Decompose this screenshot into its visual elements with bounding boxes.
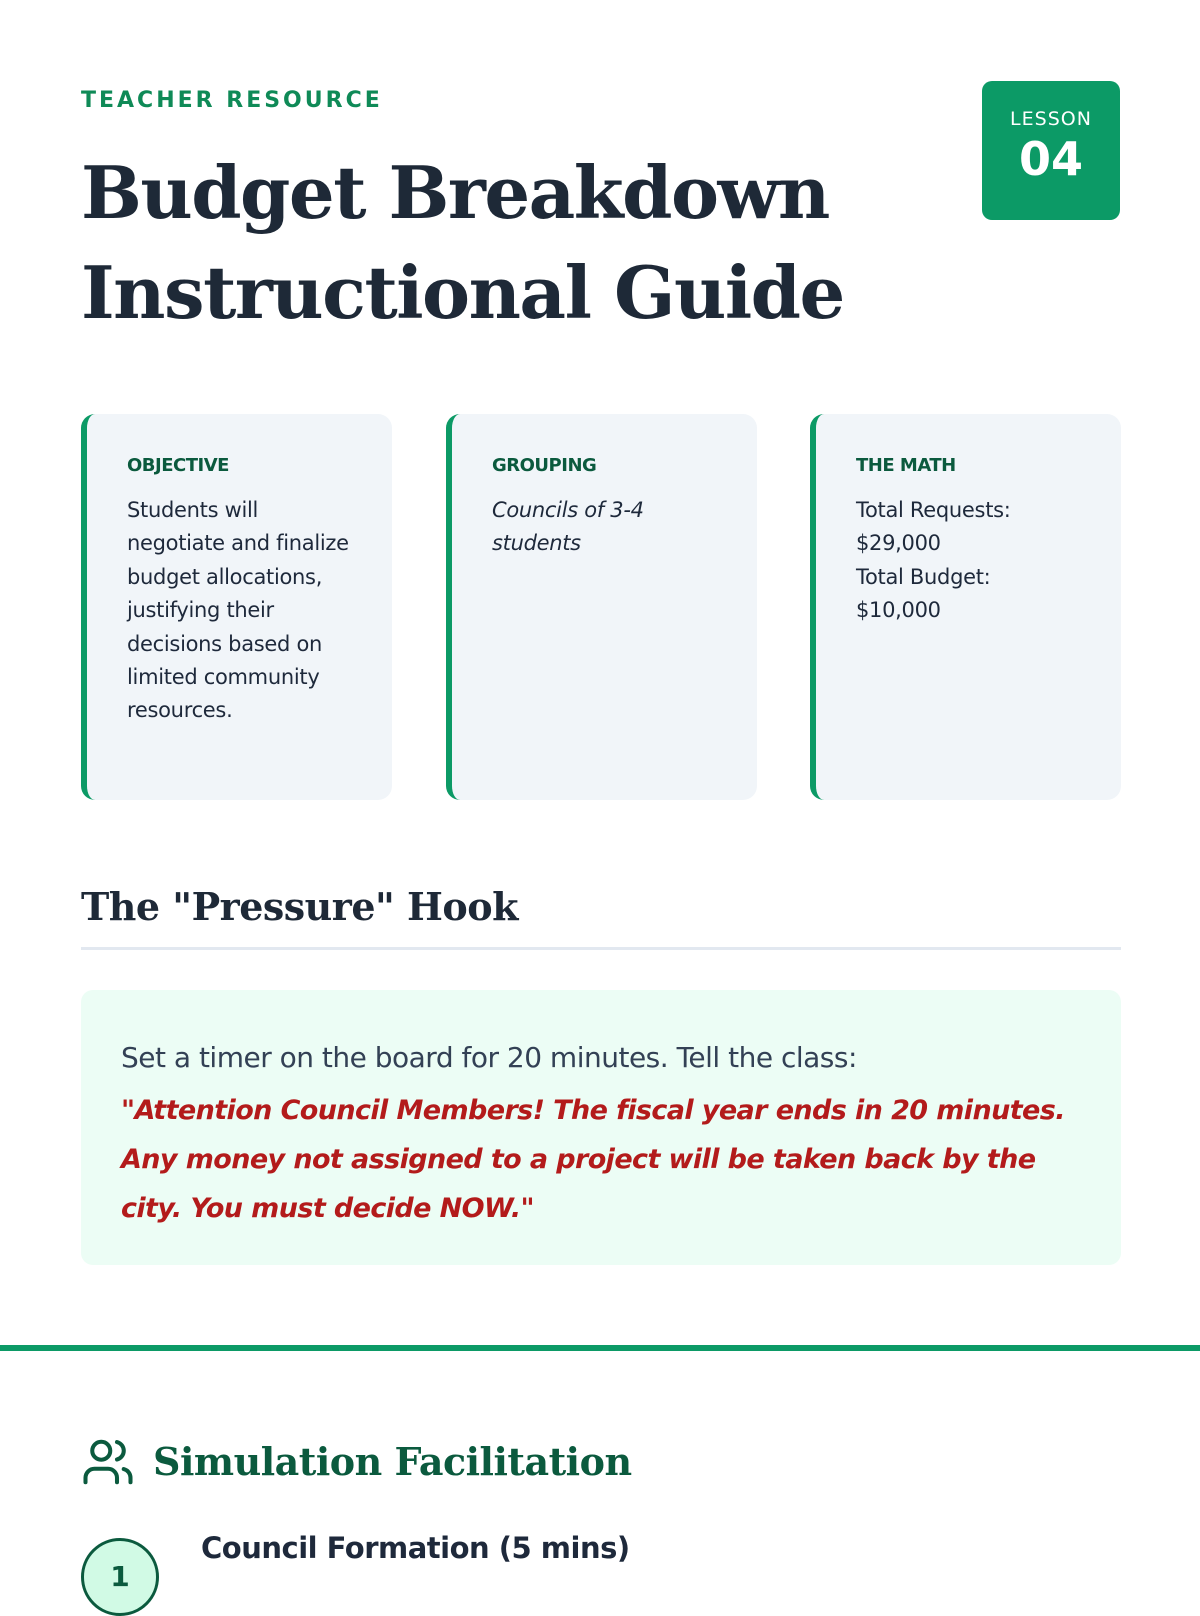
hook-quote: "Attention Council Members! The fiscal year ends in 20 minutes. Any money not assigned to a project will be taken back by the city. You must decide NOW." — [121, 1095, 1065, 1224]
grouping-card — [446, 414, 757, 800]
card-body: Students will negotiate and finalize budget allocations, justifying their decisions based on limited community resources. — [127, 498, 349, 723]
lesson-number: 04 — [1018, 132, 1083, 186]
eyebrow-label: TEACHER RESOURCE — [81, 88, 383, 113]
hook-callout — [81, 990, 1121, 1265]
card-body — [856, 494, 1091, 628]
objective-card — [81, 414, 392, 800]
card-label: OBJECTIVE — [127, 455, 229, 476]
hook-intro: Set a timer on the board for 20 minutes. Tell the class: — [121, 1041, 857, 1074]
section-divider-bar — [0, 1345, 1200, 1351]
total-requests-label: Total Requests: — [856, 498, 1011, 522]
total-requests-value: $29,000 — [856, 531, 941, 556]
page-title: Budget Breakdown Instructional Guide — [81, 150, 844, 335]
simulation-heading: Simulation Facilitation — [153, 1439, 632, 1484]
section-divider — [81, 947, 1121, 950]
lesson-label: LESSON — [1010, 108, 1092, 130]
math-card — [810, 414, 1121, 800]
card-label: THE MATH — [856, 455, 956, 476]
simulation-heading-row — [81, 1432, 632, 1492]
total-budget-label: Total Budget: — [856, 564, 991, 589]
lesson-badge — [982, 81, 1120, 220]
step-number-badge: 1 — [81, 1538, 159, 1616]
card-label: GROUPING — [492, 455, 597, 476]
step-title: Council Formation (5 mins) — [201, 1531, 630, 1565]
total-budget-value: $10,000 — [856, 598, 941, 623]
users-icon — [81, 1435, 135, 1489]
hook-heading: The "Pressure" Hook — [81, 884, 518, 929]
card-body: Councils of 3-4 students — [492, 498, 644, 556]
